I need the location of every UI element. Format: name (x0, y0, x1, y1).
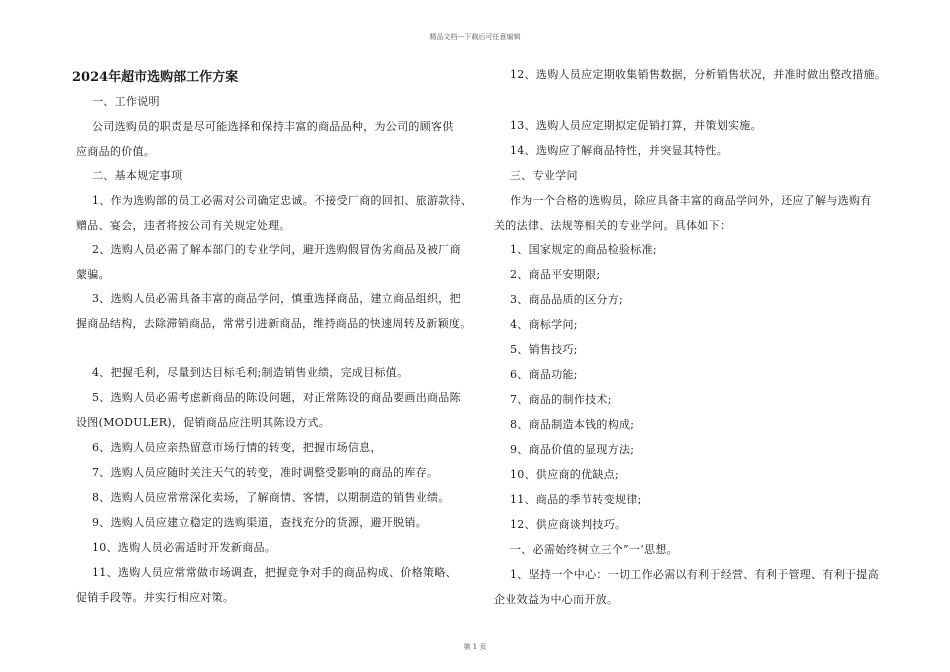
list-item: 7、商品的制作技术; (510, 393, 612, 406)
list-item: 3、商品品质的区分方; (510, 293, 624, 306)
page-header: 精品文档---下载后可任意编辑 (429, 33, 521, 41)
list-item: 4、把握毛利，尽量到达目标毛利;制造销售业绩，完成目标值。 (92, 366, 409, 379)
list-item: 12、选购人员应定期收集销售数据，分析销售状况，并准时做出整改措施。 (510, 68, 887, 81)
list-item: 5、销售技巧; (510, 343, 578, 356)
list-item: 14、选购应了解商品特性，并突显其特性。 (510, 144, 728, 157)
document-title: 2024年超市选购部工作方案 (72, 70, 239, 85)
list-item: 12、供应商谈判技巧。 (510, 518, 627, 531)
list-item: 11、商品的季节转变规律; (510, 493, 642, 506)
list-item: 1、国家规定的商品检验标准; (510, 243, 657, 256)
list-item: 10、选购人员必需适时开发新商品。 (92, 541, 277, 554)
list-item: 7、选购人员应随时关注天气的转变，准时调整受影响的商品的库存。 (92, 466, 439, 479)
section-heading: 三、专业学问 (510, 169, 578, 182)
paragraph: 公司选购员的职责是尽可能选择和保持丰富的商品品种，为公司的顾客供 应商品的价值。 (76, 120, 454, 158)
list-item: 1、作为选购部的员工必需对公司确定忠诚。不接受厂商的回扣、旅游款待、 赠品、宴会，违者将按公司有关规定处理。 (76, 194, 473, 232)
paragraph: 1、坚持一个中心：一切工作必需以有利于经营、有利于管理、有利于提高 企业效益为中心而开放。 (494, 568, 879, 606)
list-item: 2、商品平安期限; (510, 268, 601, 281)
section-heading: 一、工作说明 (92, 95, 160, 108)
list-item: 9、商品价值的显现方法; (510, 443, 635, 456)
list-item: 13、选购人员应定期拟定促销打算，并策划实施。 (510, 119, 762, 132)
list-item: 8、商品制造本钱的构成; (510, 418, 635, 431)
list-item: 3、选购人员必需具备丰富的商品学问，慎重选择商品，建立商品组织，把 握商品结构，去除滞销商品，常常引进新商品，维持商品的快速周转及新颖度。 (76, 292, 472, 330)
list-item: 11、选购人员应常常做市场调查，把握竞争对手的商品构成、价格策略、 促销手段等。并实行相应对策。 (76, 566, 457, 604)
section-heading: 二、基本规定事项 (92, 169, 183, 182)
list-item: 2、选购人员必需了解本部门的专业学问，避开选购假冒伪劣商品及被厂商 蒙骗。 (76, 243, 461, 281)
page-footer: 第 1 页 (463, 643, 487, 651)
list-item: 5、选购人员必需考虑新商品的陈设问题，对正常陈设的商品要画出商品陈 设图(MODULER)，促销商品应注明其陈设方式。 (76, 391, 461, 429)
list-item: 9、选购人员应建立稳定的选购渠道，查找充分的货源，避开脱销。 (92, 516, 427, 529)
paragraph: 作为一个合格的选购员，除应具备丰富的商品学问外，还应了解与选购有 关的法律、法规等相关的专业学问。具体如下： (494, 194, 872, 232)
list-item: 6、商品功能; (510, 368, 578, 381)
list-item: 8、选购人员应常常深化卖场，了解商情、客情，以期制造的销售业绩。 (92, 491, 450, 504)
section-heading: 一、必需始终树立三个”一’思想。 (510, 543, 678, 556)
list-item: 10、供应商的优缺点; (510, 468, 620, 481)
list-item: 4、商标学问; (510, 318, 578, 331)
list-item: 6、选购人员应亲热留意市场行情的转变，把握市场信息， (92, 441, 382, 454)
